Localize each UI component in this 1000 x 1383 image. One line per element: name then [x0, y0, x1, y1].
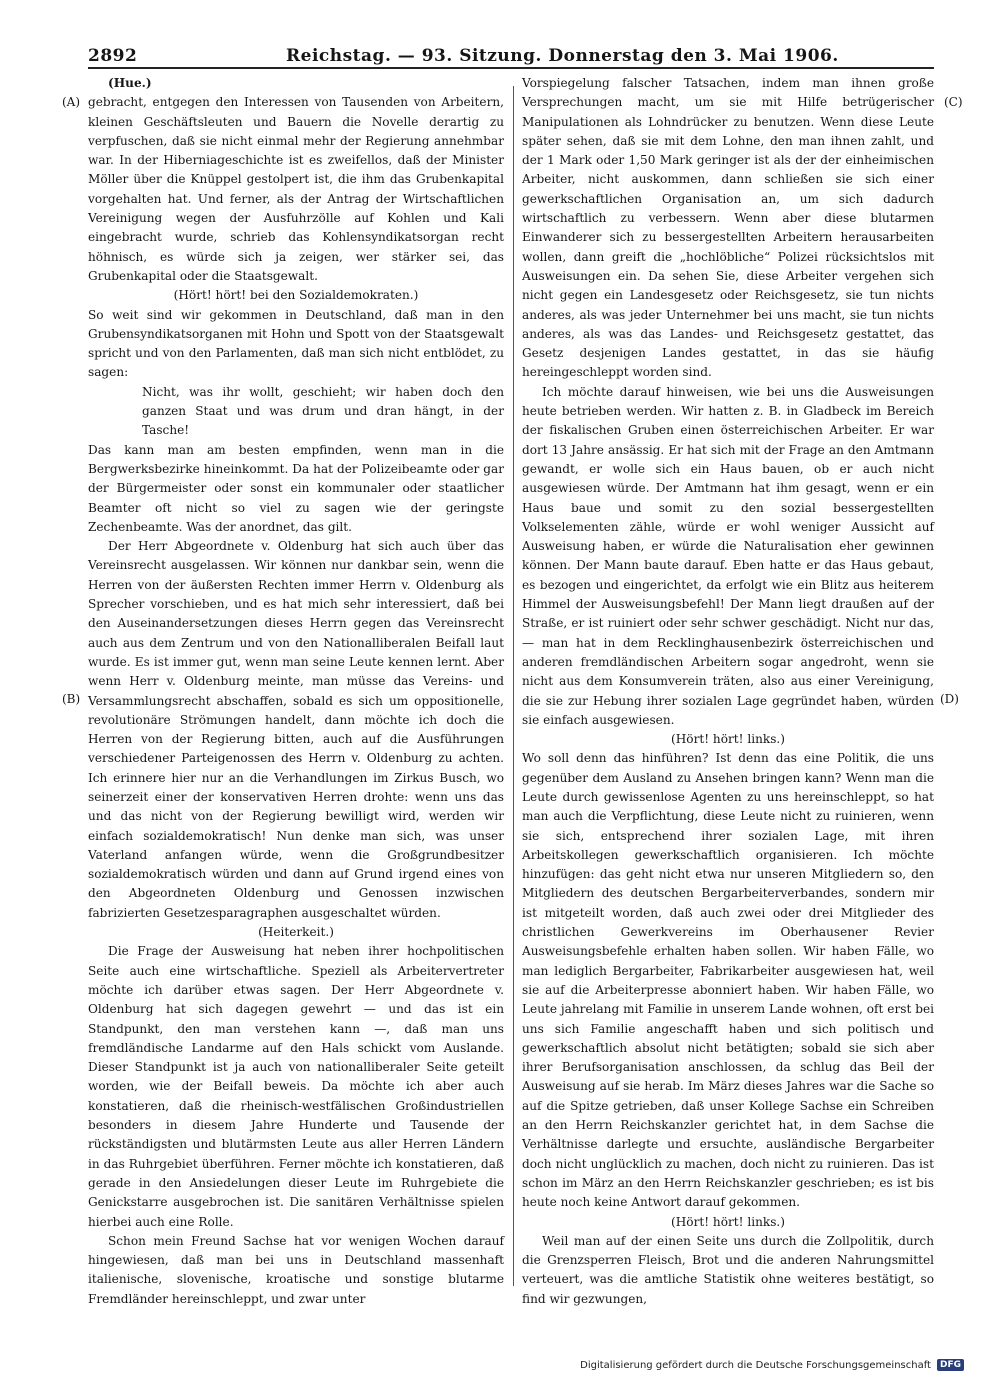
margin-mark-a: (A): [62, 95, 81, 109]
interjection: (Hört! hört! links.): [671, 732, 785, 747]
dfg-logo-icon: DFG: [937, 1359, 964, 1371]
paragraph: gebracht, entgegen den Interessen von Tausenden von Arbeitern, kleinen Geschäftsleuten und Bauern die Novelle derartig zu verpfuschen, daß sie nicht einmal mehr der Regierung annehmbar war. In der Hiberniageschichte ist es zweifellos, daß der Minister Möller über die Knüppel gestolpert ist, die ihm das Grubenkapital vorgehalten hat. Und ferner, als der Antrag der Wirtschaftlichen Vereinigung wegen der Ausfuhrzölle auf Kohlen und Kali eingebracht wurde, schrieb das Kohlensyndikatsorgan recht höhnisch, es würde sich ja zeigen, wer stärker sei, das Grubenkapital oder die Staatsgewalt.: [88, 95, 504, 283]
paragraph: Weil man auf der einen Seite uns durch die Zollpolitik, durch die Grenzsperren Fleisch, Brot und die anderen Nahrungsmittel verteuert, was die amtliche Statistik ohne weiteres bestätigt, so find wir gezwungen,: [522, 1233, 934, 1306]
margin-mark-d: (D): [940, 692, 959, 706]
header-title: Reichstag. — 93. Sitzung. Donnerstag den 3. Mai 1906.: [286, 46, 839, 66]
interjection: (Hört! hört! bei den Sozialdemokraten.): [173, 288, 419, 303]
paragraph: Vorspiegelung falscher Tatsachen, indem man ihnen große Versprechungen macht, um sie mit Hilfe betrügerischer Manipulationen als Lohndrücker zu benutzen. Wenn diese Leute später sehen, daß sie mit dem Lohne, den man ihnen zahlt, und der 1 Mark oder 1,50 Mark geringer ist als der der einheimischen Arbeiter, nicht auskommen, dann schließen sie sich einer gewerkschaftlichen Organisation an, um sich dadurch wirtschaftlich zu verbessern. Wenn aber diese blutarmen Einwanderer sich zu bessergestellten Arbeitern herausarbeiten wollen, dann greift die „hochlöbliche“ Polizei rücksichtslos mit Ausweisungen ein. Da sehen Sie, diese Arbeiter vergehen sich nicht gegen ein Landesgesetz oder Reichsgesetz, sie tun nichts anderes, als was jeder Unternehmer bei uns macht, sie tun nichts anderes, als was das Landes- und Reichsgesetz gestattet, das Gesetz desjenigen Landes gestattet, in das sie häufig hereingeschleppt worden sind.: [522, 76, 934, 380]
margin-mark-c: (C): [944, 95, 963, 109]
paragraph: Die Frage der Ausweisung hat neben ihrer hochpolitischen Seite auch eine wirtschaftliche. Speziell als Arbeitervertreter möchte ich darüber etwas sagen. Der Herr Abgeordnete v. Oldenburg hat sich dagegen gewehrt — und das ist ein Standpunkt, den man verstehen kann —, daß man uns fremdländische Landarme auf den Hals schickt vom Auslande. Dieser Standpunkt ist ja auch von nationalliberaler Seite geteilt worden, wie der Beifall beweis. Da möchte ich aber auch konstatieren, daß die rheinisch-westfälischen Großindustriellen besonders in diesem Jahre Hunderte und Tausende der rückständigsten und blutärmsten Leute aus aller Herren Ländern in das Ruhrgebiet überführen. Ferner möchte ich konstatieren, daß gerade in den Ansiedelungen dieser Leute im Ruhrgebiete die Genickstarre ausgebrochen ist. Die sanitären Verhältnisse spielen hierbei auch eine Rolle.: [88, 944, 504, 1229]
left-column: [88, 74, 504, 1309]
paragraph: Ich möchte darauf hinweisen, wie bei uns die Ausweisungen heute betrieben werden. Wir hatten z. B. in Gladbeck im Bereich der fiskalischen Gruben einen österreichischen Arbeiter. Er war dort 13 Jahre ansässig. Er hat sich mit der Frage an den Amtmann gewandt, er wolle sich ein Haus bauen, ob er auch nicht ausgewiesen würde. Der Amtmann hat ihm gesagt, wenn er ein Haus baue und somit zu den sozial bessergestellten Volkselementen zähle, würde er wohl weniger Aussicht auf Ausweisung haben, er würde die Naturalisation eher gewinnen können. Der Mann baute darauf. Eben hatte er das Haus gebaut, es bezogen und eingerichtet, da erfolgt wie ein Blitz aus heiterem Himmel der Ausweisungsbefehl! Der Mann liegt draußen auf der Straße, er ist ruiniert oder sehr schwer geschädigt. Nicht nur das, — man hat in dem Recklinghausenbezirk österreichischen und anderen fremdländischen Arbeitern sogar angedroht, wenn sie nicht aus dem Konsumverein träten, also aus einer Vereinigung, die sie zur Hebung ihrer sozialen Lage gegründet haben, würden sie einfach ausgewiesen.: [522, 384, 934, 727]
quotation: Nicht, was ihr wollt, geschieht; wir haben doch den ganzen Staat und was drum und dran hängt, in der Tasche!: [142, 384, 504, 438]
speaker-name: (Hue.): [108, 76, 152, 90]
page-number: 2892: [88, 46, 138, 66]
interjection: (Heiterkeit.): [258, 925, 334, 940]
footer-credit: [580, 1359, 964, 1371]
column-divider: [513, 86, 514, 1286]
interjection: (Hört! hört! links.): [671, 1214, 785, 1229]
paragraph: So weit sind wir gekommen in Deutschland, daß man in den Grubensyndikatsorganen mit Hohn und Spott von der Staatsgewalt spricht und von den Parlamenten, daß man sich nicht entblödet, zu sagen:: [88, 307, 504, 380]
paragraph: Schon mein Freund Sachse hat vor wenigen Wochen darauf hingewiesen, daß man bei uns in Deutschland massenhaft italienische, slovenische, kroatische und sonstige blutarme Fremdländer hereinschleppt, und zwar unter: [88, 1233, 504, 1306]
paragraph: Wo soll denn das hinführen? Ist denn das eine Politik, die uns gegenüber dem Ausland zu Ansehen bringen kann? Wenn man die Leute durch gewissenlose Agenten zu uns hereinschleppt, so hat man auch die Verpflichtung, diese Leute nicht zu ruinieren, wenn sie sich, entsprechend ihrer sozialen Lage, mit ihren Arbeitskollegen gewerkschaftlich organisieren. Ich möchte hinzufügen: das geht nicht etwa nur unseren Mitgliedern so, den Mitgliedern des deutschen Bergarbeiterverbandes, sondern mir ist mitgeteilt worden, daß auch zwei oder drei Mitglieder des christlichen Gewerkvereins im Oberhausener Revier Ausweisungsbefehle erhalten haben sollen. Wir haben Fälle, wo man lediglich Bergarbeiter, Fabrikarbeiter ausgewiesen hat, weil sie auf die Arbeiterpresse abonniert haben. Wir haben Fälle, wo Leute jahrelang mit Familie in unserem Lande wohnen, oft erst bei uns sich Familie angeschafft haben und sich politisch und gewerkschaftlich absolut nicht betätigten; sobald sie sich aber ihrer Berufsorganisation anschlossen, da schlug das Beil der Ausweisung auf sie herab. Im März dieses Jahres war die Sache so auf die Spitze getrieben, daß unser Kollege Sachse ein Schreiben an den Herrn Reichskanzler gerichtet hat, in dem Sachse die Verhältnisse darlegte und ersuchte, ausländische Bergarbeiter doch nicht unglücklich zu machen, doch nicht zu ruinieren. Das ist schon im März an den Herrn Reichskanzler geschrieben; es ist bis heute noch keine Antwort darauf gekommen.: [522, 751, 934, 1210]
paragraph: Der Herr Abgeordnete v. Oldenburg hat sich auch über das Vereinsrecht ausgelassen. Wir können nur dankbar sein, wenn die Herren von der äußersten Rechten immer Herrn v. Oldenburg als Sprecher vorschieben, und es hat mich sehr interessiert, daß bei den Auseinandersetzungen dieses Herrn gegen das Vereinsrecht auch aus dem Zentrum und von den Nationalliberalen Beifall laut wurde. Es ist immer gut, wenn man seine Leute kennen lernt. Aber wenn Herr v. Oldenburg meinte, man müsse das Vereins- und Versammlungsrecht abschaffen, sobald es sich um oppositionelle, revolutionäre Strömungen handelt, dann möchte ich doch die Herren von der Regierung bitten, auch auf die Ausführungen verschiedener Parteigenossen des Herrn v. Oldenburg zu achten. Ich erinnere hier nur an die Verhandlungen im Zirkus Busch, wo seinerzeit einer der konservativen Herren drohte: wenn uns das und das nicht von der Regierung bewilligt wird, werden wir einfach sozialdemokratisch! Nun denke man sich, was unser Vaterland anfangen würde, wenn die Großgrundbesitzer sozialdemokratisch würden und dann auf Grund irgend eines von den Abgeordneten Oldenburg und Genossen inzwischen fabrizierten Gesetzesparagraphen ausgeschaltet würden.: [88, 539, 504, 920]
margin-mark-b: (B): [62, 692, 81, 706]
paragraph: Das kann man am besten empfinden, wenn man in die Bergwerksbezirke hineinkommt. Da hat der Polizeibeamte oder gar der Bürgermeister oder sonst ein kommunaler oder staatlicher Beamter oft nicht so viel zu sagen wie der geringste Zechenbeamte. Was der anordnet, das gilt.: [88, 442, 504, 534]
footer-text: Digitalisierung gefördert durch die Deutsche Forschungsgemeinschaft: [580, 1359, 931, 1371]
header-rule: [88, 67, 934, 69]
right-column: [522, 74, 934, 1309]
